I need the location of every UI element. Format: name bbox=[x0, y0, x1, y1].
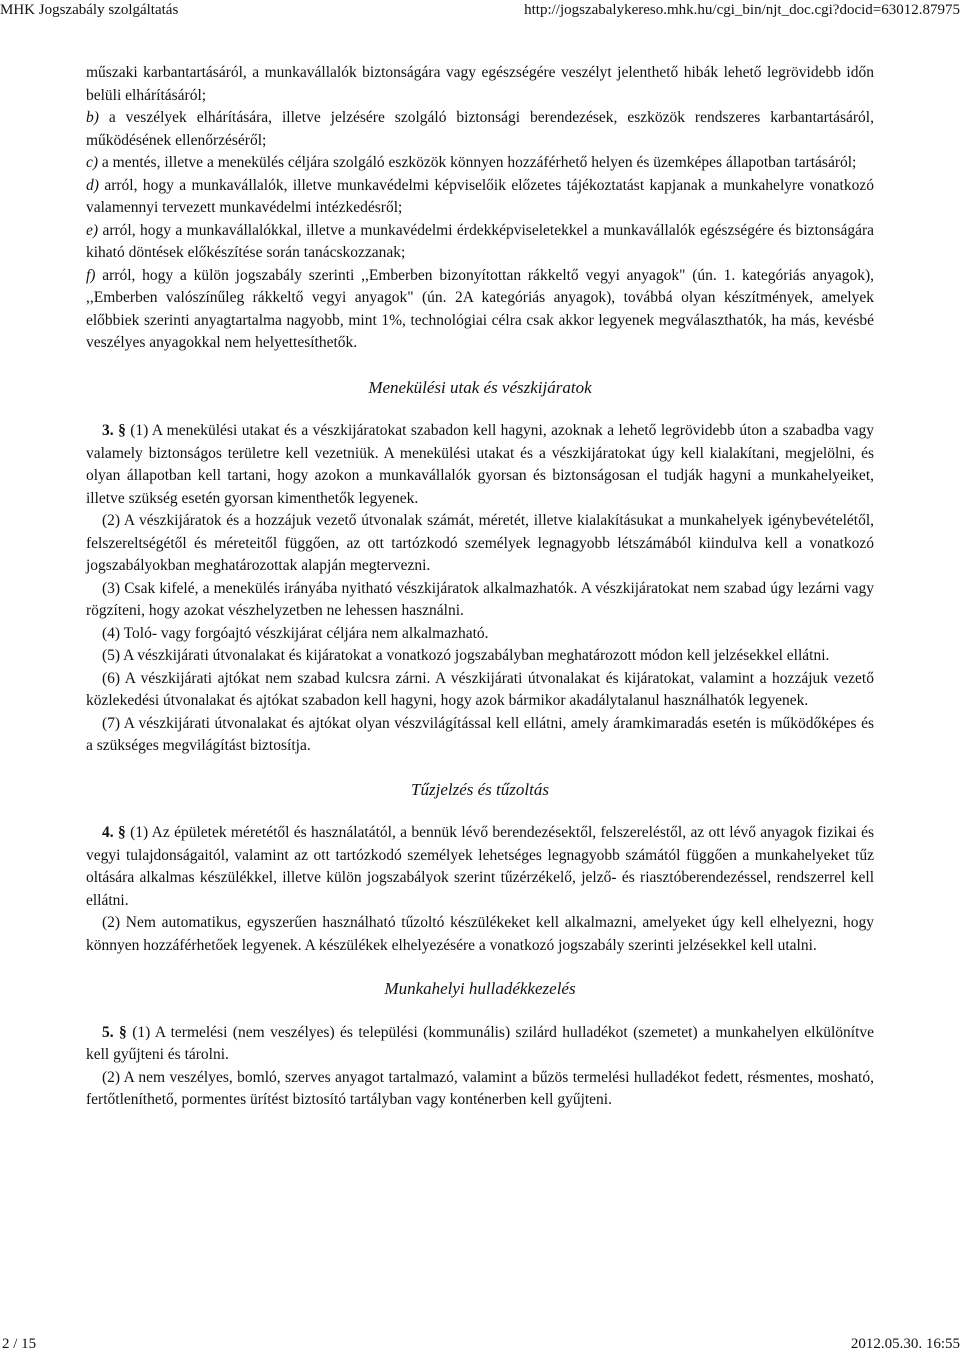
paragraph-c: c) a mentés, illetve a menekülés céljára szolgáló eszközök könnyen hozzáférhető helyen és üzemképes állapotban tartásáról; bbox=[86, 154, 857, 171]
section-3-para-3: (3) Csak kifelé, a menekülés irányába nyitható vészkijáratok alkalmazhatók. A vészkijáratokat nem szabad úgy lezárni vagy rögzíteni, hogy azokat vészhelyzetben ne lehessen használni. bbox=[86, 579, 874, 619]
section-3-para-4: (4) Toló- vagy forgóajtó vészkijárat céljára nem alkalmazható. bbox=[102, 624, 489, 642]
document-body bbox=[86, 62, 874, 1112]
section-3-para-1: 3. § (1) A menekülési utakat és a vészkijáratokat szabadon kell hagyni, azoknak a lehető legrövidebb úton a szabadba vagy valamely biztonságos területre kell vezetniük. A menekülési utakat és a vészkijáratokat úgy kell kialakítani, megjelölni, és olyan állapotban kell tartani, hogy azokon a munkavállalók gyorsan és biztonságosan el tudják hagyni a munkahelyeiket, illetve szükség esetén gyorsan kimenthetők legyenek. bbox=[86, 422, 874, 507]
header-title: MHK Jogszabály szolgáltatás bbox=[0, 2, 179, 18]
section-sign[interactable]: § bbox=[119, 1023, 127, 1041]
section-heading: Munkahelyi hulladékkezelés bbox=[384, 979, 576, 998]
paragraph-d: d) arról, hogy a munkavállalók, illetve munkavédelmi képviselőik előzetes tájékoztatást kapjanak a munkahelyre vonatkozó valamennyi tervezett munkavédelmi intézkedésről; bbox=[86, 176, 874, 216]
section-number: 4. bbox=[102, 824, 114, 841]
item-label: b) bbox=[86, 109, 99, 126]
item-label: d) bbox=[86, 176, 99, 194]
page-footer bbox=[0, 1335, 960, 1355]
section-heading: Menekülési utak és vészkijáratok bbox=[368, 377, 592, 397]
section-4-para-2: (2) Nem automatikus, egyszerűen használható tűzoltó készülékeket kell alkalmazni, amelyeket úgy kell elhelyezni, hogy könnyen hozzáférhetőek legyenek. A készülékek elhelyezésére a vonatkozó jogszabály szerinti jelzésekkel kell utalni. bbox=[86, 914, 874, 954]
section-5-para-2: (2) A nem veszélyes, bomló, szerves anyagot tartalmazó, valamint a bűzös termelési hulladékot fedett, résmentes, mosható, fertőtleníthető, pormentes ürítést biztosító tartályban vagy konténerben kell gyűjteni. bbox=[86, 1068, 874, 1108]
header-url[interactable]: http://jogszabalykereso.mhk.hu/cgi_bin/njt_doc.cgi?docid=63012.87975 bbox=[524, 2, 960, 18]
section-sign[interactable]: § bbox=[118, 422, 126, 439]
item-label: f) bbox=[86, 266, 96, 284]
section-number: 5. bbox=[102, 1023, 114, 1041]
page-number: 2 / 15 bbox=[2, 1336, 37, 1352]
section-3-para-6: (6) A vészkijárati ajtókat nem szabad kulcsra zárni. A vészkijárati útvonalakat és kijáratokat, valamint a hozzájuk vezető közlekedési útvonalakat és ajtókat szabadon kell hagyni, hogy azok bármikor akadálytalanul használhatók legyenek. bbox=[86, 669, 874, 709]
section-5-para-1: 5. § (1) A termelési (nem veszélyes) és települési (kommunális) szilárd hulladékot (szemetet) a munkahelyen elkülönítve kell gyűjteni és tárolni. bbox=[86, 1023, 875, 1063]
section-heading: Tűzjelzés és tűzoltás bbox=[411, 779, 549, 799]
paragraph-e: e) arról, hogy a munkavállalókkal, illetve a munkavédelmi érdekképviseletekkel a munkavállalók egészségére és biztonságára kiható döntések előkészítése során tanácskozzanak; bbox=[86, 221, 874, 261]
section-3-para-5: (5) A vészkijárati útvonalakat és kijáratokat a vonatkozó jogszabályban meghatározott módon kell jelzésekkel ellátni. bbox=[102, 647, 830, 664]
print-datetime: 2012.05.30. 16:55 bbox=[850, 1336, 960, 1352]
item-label: c) bbox=[86, 154, 99, 171]
item-label: e) bbox=[86, 221, 99, 239]
section-4-para-1: 4. § (1) Az épületek méretétől és használatától, a bennük lévő berendezésektől, felszereléstől, az ott lévő anyagok fizikai és vegyi tulajdonságaitól, valamint az ott tartózkodó személyek lehetséges legnagyobb számától függően a munkahelyeket tűz oltására alkalmas készülékkel, illetve külön jogszabályok szerint tűzérzékelő, jelző- és riasztóberendezéssel, rendszerrel kell ellátni. bbox=[86, 824, 875, 909]
paragraph-f: f) arról, hogy a külön jogszabály szerinti ,,Emberben bizonyítottan rákkeltő vegyi anyagok" (ún. 1. kategóriás anyagok), ,,Emberben valószínűleg rákkeltő vegyi anyagok" (ún. 2A kategóriás anyagok), továbbá olyan készítmények, amelyek előbbiek szerinti anyagtartalma nagyobb, mint 1%, technológiai célra csak akkor legyenek megválaszthatók, ha más, kevésbé veszélyes anyagokkal nem helyettesíthetők. bbox=[86, 266, 874, 351]
page-header bbox=[0, 0, 960, 22]
section-number: 3. bbox=[102, 422, 114, 439]
paragraph-a-cont: műszaki karbantartásáról, a munkavállalók biztonságára vagy egészségére veszélyt jelenthető hibák lehető legrövidebb időn belüli elhárításáról; bbox=[86, 64, 874, 104]
section-3-para-2: (2) A vészkijáratok és a hozzájuk vezető útvonalak számát, méretét, illetve kialakításukat a munkahelyek igénybevételétől, felszereltségétől és méreteitől függően, az ott tartózkodó személyek legnagyobb létszámából kiindulva kell a vonatkozó jogszabályokban meghatározottak alapján megtervezni. bbox=[86, 512, 874, 574]
section-3-para-7: (7) A vészkijárati útvonalakat és ajtókat olyan vészvilágítással kell ellátni, amely áramkimaradás esetén is működőképes és a szükséges megvilágítást biztosítja. bbox=[86, 714, 874, 754]
paragraph-b: b) a veszélyek elhárítására, illetve jelzésére szolgáló biztonsági berendezések, eszközök rendszeres karbantartásáról, működésének ellenőrzéséről; bbox=[86, 109, 874, 149]
section-sign[interactable]: § bbox=[117, 824, 126, 841]
